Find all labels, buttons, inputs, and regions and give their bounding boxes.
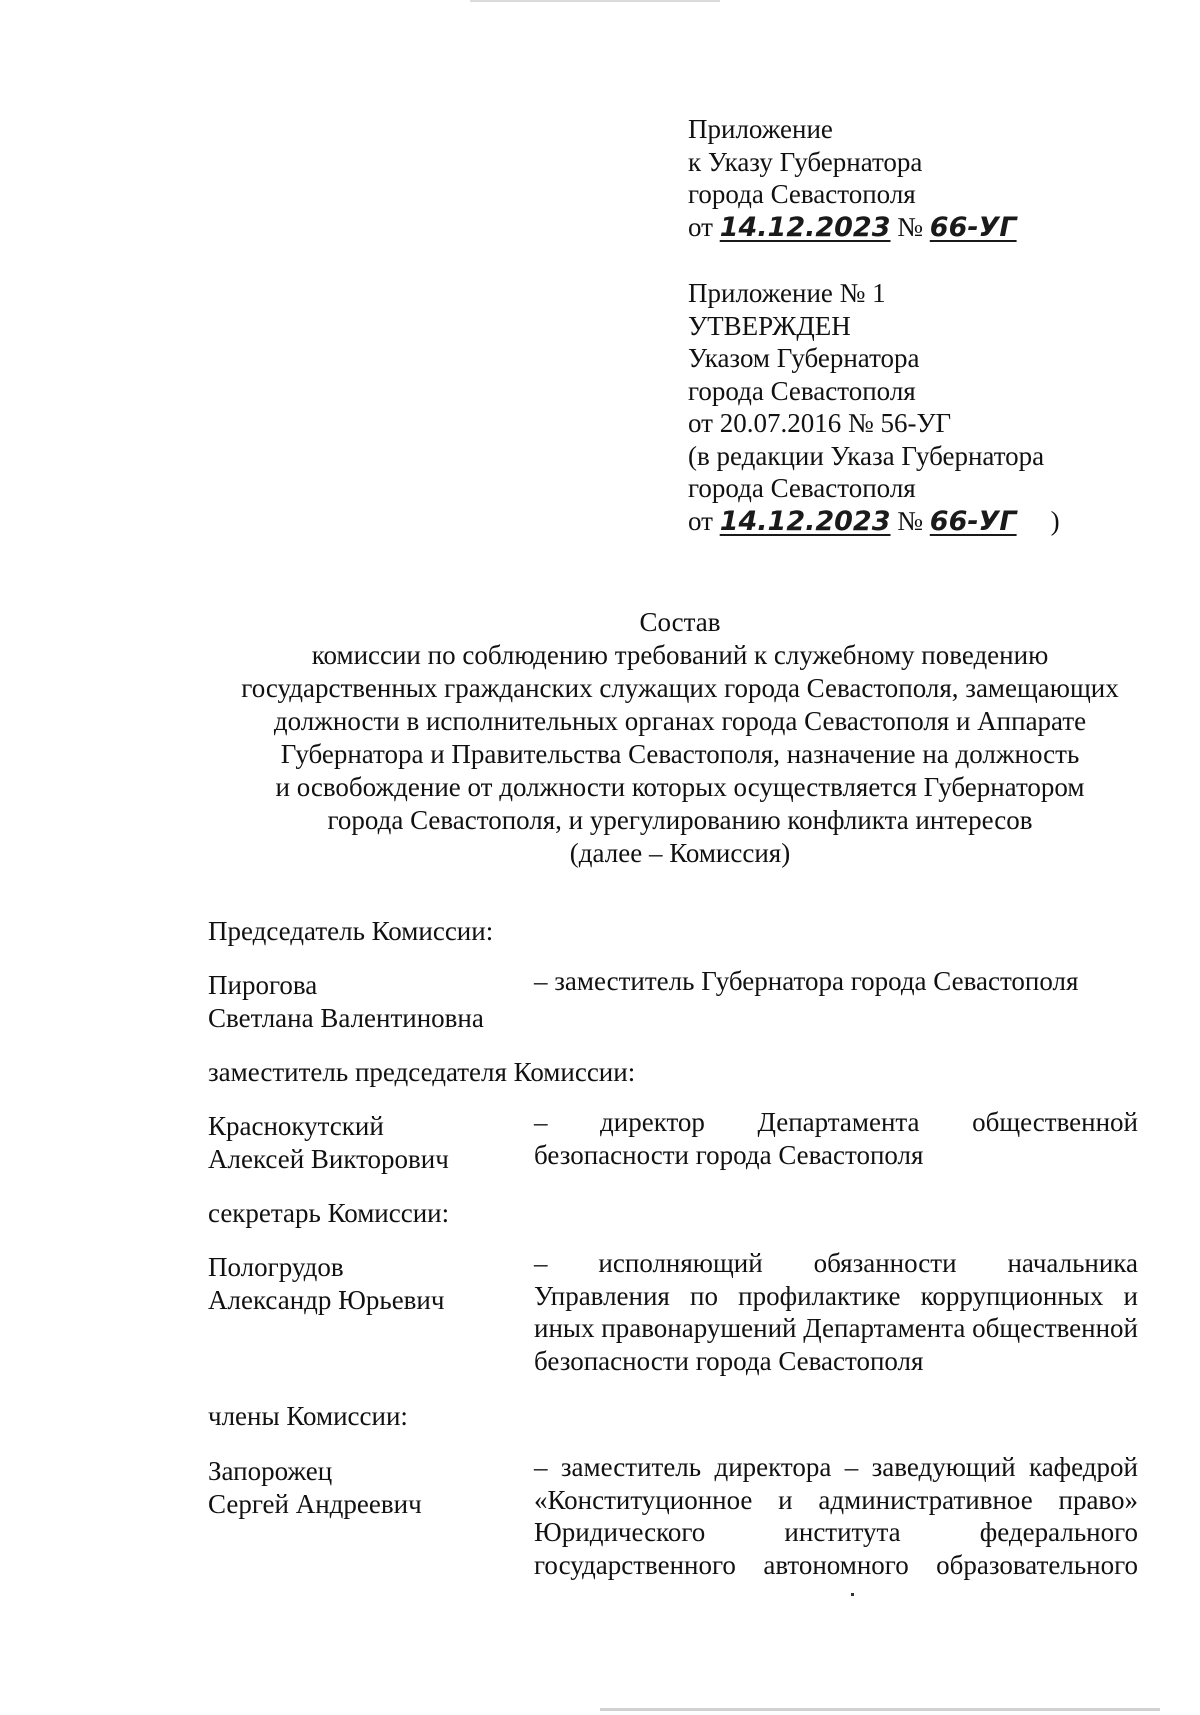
member-given-name: Светлана Валентиновна: [208, 1002, 484, 1033]
handwritten-number: 66-УГ: [929, 211, 1017, 243]
member-name: [208, 1110, 538, 1175]
member-given-name: Алексей Викторович: [208, 1143, 449, 1174]
member-role: – исполняющий обязанности начальника Управления по профилактике коррупционных и иных правонарушений Департамента общественной безопасности города Севастополя: [534, 1248, 1138, 1376]
number-sign: №: [897, 505, 924, 536]
number-sign: №: [897, 211, 924, 242]
appendix-header: [688, 113, 1158, 244]
approved-label: УТВЕРЖДЕН: [688, 310, 851, 341]
document-title: [150, 606, 1200, 870]
member-surname: Запорожец: [208, 1456, 333, 1486]
title-line: и освобождение от должности которых осуществляется Губернатором: [275, 772, 1085, 802]
appendix-1-line: Указом Губернатора: [688, 343, 920, 373]
appendix-1-line: города Севастополя: [688, 473, 916, 503]
scan-artifact-top: [470, 0, 720, 2]
member-surname: Пологрудов: [208, 1252, 344, 1282]
appendix-1-line: (в редакции Указа Губернатора: [688, 440, 1045, 471]
appendix-line: Приложение: [688, 114, 833, 144]
member-role: – директор Департамента общественной безопасности города Севастополя: [534, 1107, 1138, 1170]
chairman-label: Председатель Комиссии:: [208, 916, 494, 946]
appendix-date-line: [688, 211, 1158, 245]
appendix-1-header: [688, 277, 1158, 538]
handwritten-number: 66-УГ: [929, 505, 1017, 537]
title-line: города Севастополя, и урегулированию конфликта интересов: [327, 805, 1033, 835]
scan-artifact-bottom: [600, 1708, 1160, 1711]
appendix-line: к Указу Губернатора: [688, 146, 923, 177]
appendix-1-line: Приложение № 1: [688, 278, 886, 308]
member-name: [208, 1251, 538, 1316]
member-name: [208, 1455, 538, 1520]
date-prefix: от: [688, 211, 713, 242]
member-role: – заместитель Губернатора города Севастополя: [534, 966, 1079, 996]
member-given-name: Александр Юрьевич: [208, 1284, 445, 1315]
title-line: Губернатора и Правительства Севастополя, назначение на должность: [280, 739, 1080, 769]
date-prefix: от: [688, 505, 713, 536]
members-label: члены Комиссии:: [208, 1401, 408, 1431]
member-surname: Краснокутский: [208, 1111, 384, 1141]
vice-chairman-label: заместитель председателя Комиссии:: [208, 1057, 636, 1087]
handwritten-date: 14.12.2023: [719, 505, 891, 537]
member-given-name: Сергей Андреевич: [208, 1488, 422, 1519]
scan-dot: [851, 1593, 854, 1596]
title-line: должности в исполнительных органах города Севастополя и Аппарате: [273, 706, 1087, 736]
appendix-1-line: от 20.07.2016 № 56-УГ: [688, 408, 952, 438]
title-line: государственных гражданских служащих города Севастополя, замещающих: [241, 673, 1119, 703]
member-surname: Пирогова: [208, 970, 318, 1000]
appendix-line: города Севастополя: [688, 179, 916, 209]
member-role: – заместитель директора – заведующий кафедрой «Конституционное и административное право» Юридического института федерального государственного автономного образовательного: [534, 1452, 1138, 1580]
handwritten-date: 14.12.2023: [719, 211, 891, 243]
member-name: [208, 969, 538, 1034]
secretary-label: секретарь Комиссии:: [208, 1198, 450, 1228]
appendix-1-line: города Севастополя: [688, 375, 916, 406]
closing-paren: ): [1050, 505, 1060, 536]
title-line: комиссии по соблюдению требований к служебному поведению: [311, 640, 1049, 670]
title-line: (далее – Комиссия): [569, 838, 791, 868]
title-heading: Состав: [639, 607, 721, 637]
appendix-1-date-line: [688, 505, 1158, 539]
